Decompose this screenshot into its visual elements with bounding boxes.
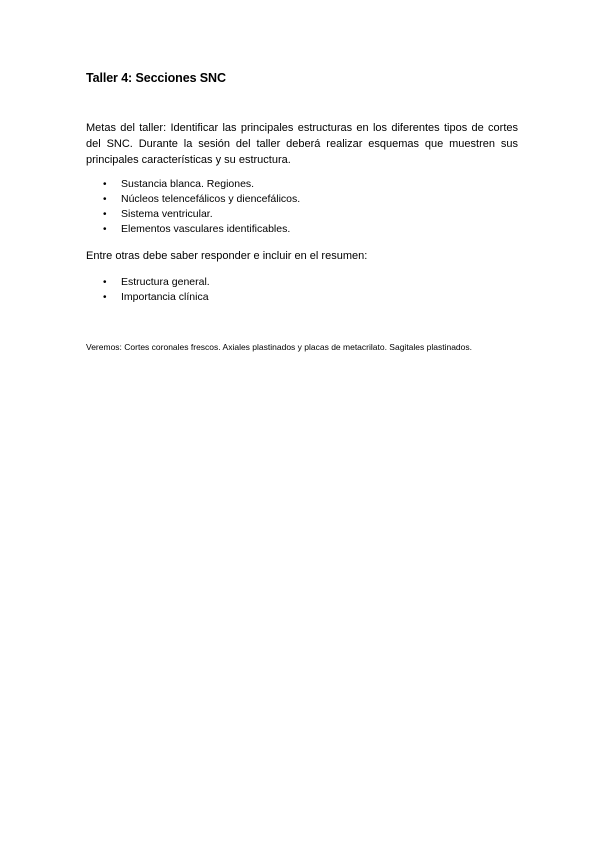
note-paragraph: Veremos: Cortes coronales frescos. Axiales plastinados y placas de metacrilato. Sagitales plastinados. [86,342,473,352]
bullet-icon: • [103,209,107,220]
topic-text: Sustancia blanca. Regiones. [121,178,255,190]
answers-list [103,275,210,305]
answer-text: Importancia clínica [121,291,209,303]
document-title: Taller 4: Secciones SNC [86,71,226,85]
bullet-icon: • [103,224,107,235]
topics-list [103,177,300,237]
topic-text: Sistema ventricular. [121,208,213,220]
bullet-icon: • [103,179,107,190]
list-item [103,222,300,237]
topic-text: Núcleos telencefálicos y diencefálicos. [121,193,301,205]
bullet-icon: • [103,277,107,288]
topic-text: Elementos vasculares identificables. [121,223,291,235]
list-item [103,177,300,192]
bullet-icon: • [103,194,107,205]
respond-intro: Entre otras debe saber responder e incluir en el resumen: [86,250,368,262]
list-item [103,290,210,305]
list-item [103,207,300,222]
bullet-icon: • [103,292,107,303]
goals-paragraph: Metas del taller: Identificar las principales estructuras en los diferentes tipos de cortes del SNC. Durante la sesión del taller deberá realizar esquemas que muestren sus principales características y su estructura. [86,122,518,166]
list-item [103,192,300,207]
answer-text: Estructura general. [121,276,210,288]
list-item [103,275,210,290]
